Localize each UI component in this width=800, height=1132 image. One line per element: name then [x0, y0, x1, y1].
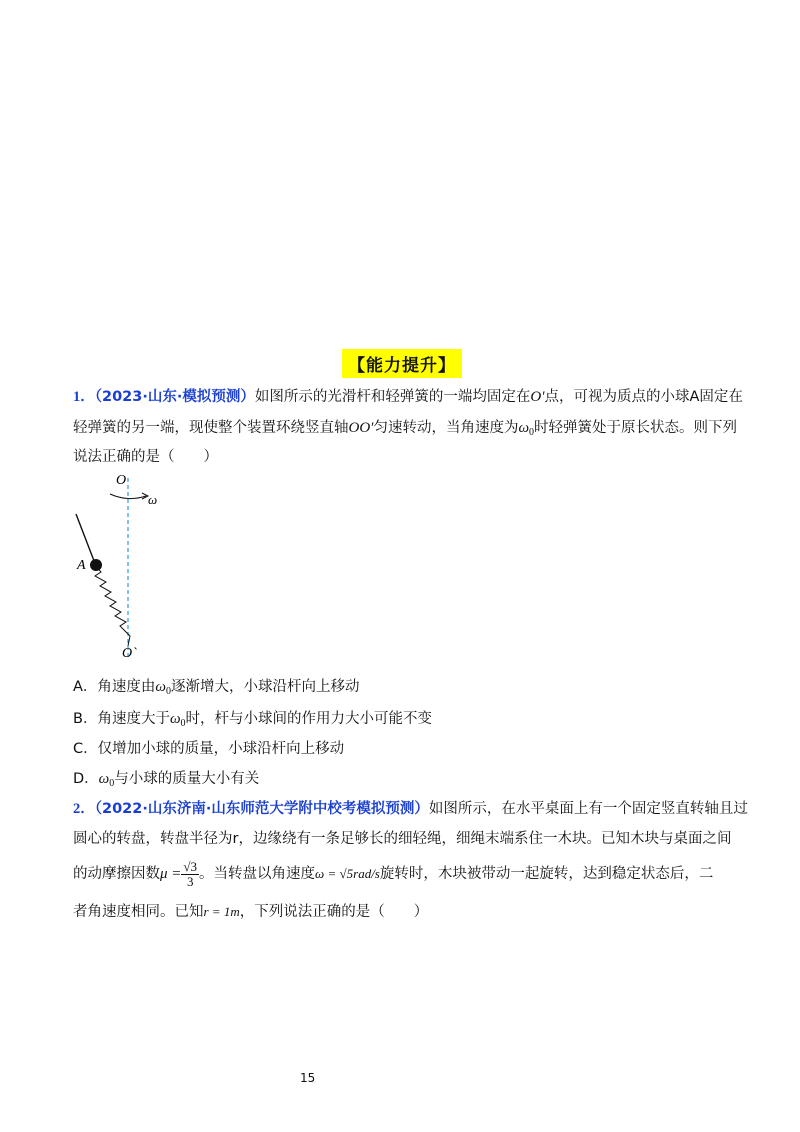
- omega-value: ω = √5rad/s: [315, 866, 380, 881]
- mu-fraction: $\frac{√3}{3}$: [183, 858, 198, 889]
- label-o: O: [116, 473, 127, 488]
- q1-option-d[interactable]: D．$\omega_0$与小球的质量大小有关: [73, 771, 260, 789]
- q2-line-2: 圆心的转盘，转盘半径为r，边缘绕有一条足够长的细轻绳，细绳末端系住一木块。已知木块与桌面之间: [73, 831, 732, 847]
- q1-number: 1．: [73, 389, 95, 405]
- label-omega: ω: [148, 492, 158, 507]
- r-value: r = 1m: [203, 904, 240, 919]
- q1-text-1a: 如图所示的光滑杆和轻弹簧的一端均固定在: [254, 389, 531, 405]
- q2-source: （2022·山东济南·山东师范大学附中校考模拟预测）: [94, 801, 429, 817]
- q1-text-1b: 点，可视为质点的小球A固定在: [544, 389, 743, 405]
- q1-option-b[interactable]: B．角速度大于$\omega_0$时，杆与小球间的作用力大小可能不变: [73, 711, 433, 729]
- q1-o-prime: O′: [530, 389, 545, 405]
- q1-axis: OO′: [348, 420, 374, 436]
- label-a: A: [77, 558, 86, 573]
- omega0-symbol: $\omega_0$: [169, 711, 186, 729]
- q1-figure: [68, 468, 168, 664]
- ball-a: [90, 559, 102, 571]
- q1-source: （2023·山东·模拟预测）: [94, 389, 255, 405]
- q1-line-2: [73, 418, 737, 443]
- q1-option-c[interactable]: C．仅增加小球的质量，小球沿杆向上移动: [73, 741, 345, 757]
- omega0-icon: $\omega_0$: [155, 679, 172, 697]
- mu-symbol: μ =: [160, 866, 182, 882]
- label-o-bottom: O`: [122, 646, 137, 661]
- q1-text-2b: 匀速转动，当角速度为: [373, 420, 519, 436]
- q2-number: 2．: [73, 801, 95, 817]
- q1-text-2c: 时轻弹簧处于原长状态。则下列: [534, 420, 738, 436]
- omega0-symbol-d: $\omega_0$: [98, 771, 115, 789]
- q1-line-3: 说法正确的是（ ）: [73, 449, 218, 465]
- q1-omega0: $\omega_0$: [518, 420, 535, 438]
- q1-text-2a: 轻弹簧的另一端，现使整个装置环绕竖直轴: [73, 420, 349, 436]
- q2-line-3: 的动摩擦因数μ = $\frac{√3}{3}$ 。当转盘以角速度ω = √5rad/s旋转时，木块被带动一起旋转，达到稳定状态后，二: [73, 858, 714, 889]
- spring: [95, 566, 130, 646]
- q1-option-a[interactable]: A．角速度由$\omega_0$逐渐增大，小球沿杆向上移动: [73, 679, 360, 697]
- q2-line-4: 者角速度相同。已知r = 1m，下列说法正确的是（ ）: [73, 904, 429, 920]
- q2-line-1: 2．（2022·山东济南·山东师范大学附中校考模拟预测）如图所示，在水平桌面上有一个固定竖直转轴且过: [73, 801, 748, 817]
- page-number: 15: [300, 1071, 316, 1085]
- q1-line-1: [73, 387, 743, 407]
- section-title: 【能力提升】: [342, 349, 462, 378]
